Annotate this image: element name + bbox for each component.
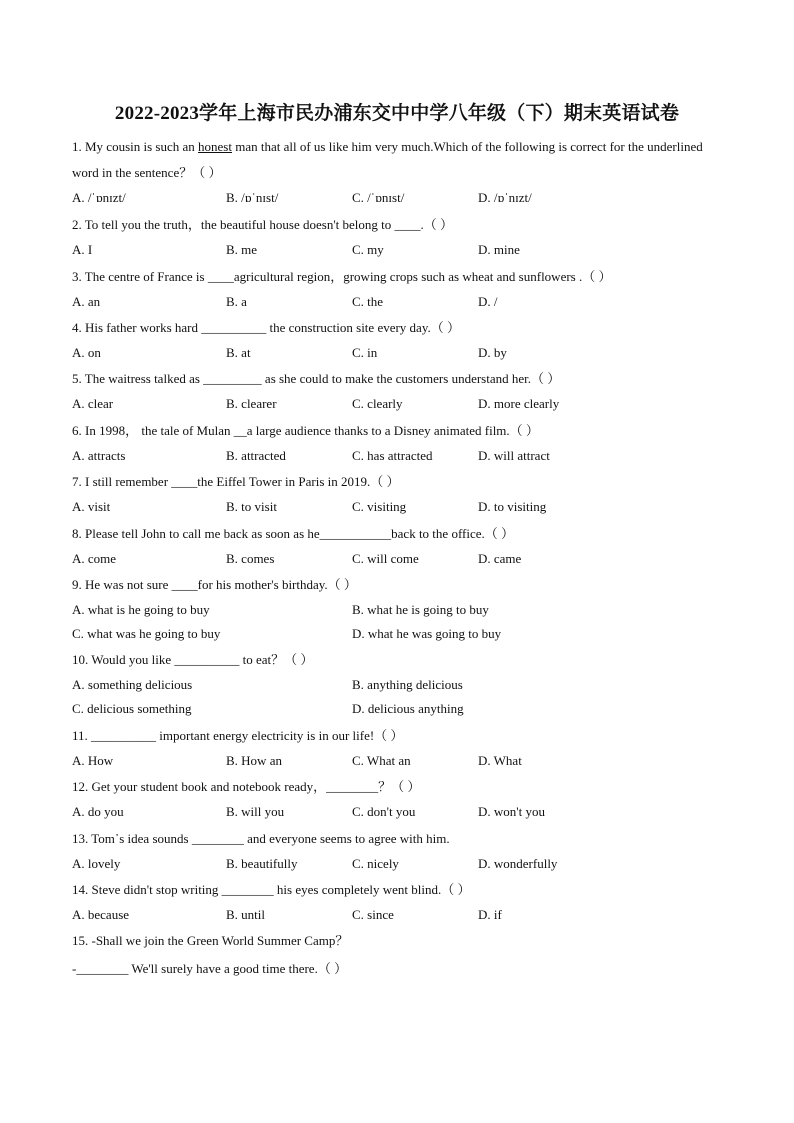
option-c: C. nicely — [352, 856, 399, 871]
options-row — [72, 749, 722, 773]
option-c: C. in — [352, 345, 378, 360]
question-13 — [72, 826, 722, 876]
question-stem: 7. I still remember ____the Eiffel Tower in Paris in 2019.（ ） — [72, 474, 400, 489]
stem-text: man that all of us like him very much.Which of the following is correct for the underlined word in the sentence？（ ） — [72, 139, 703, 180]
question-6 — [72, 418, 722, 468]
question-stem: 12. Get your student book and notebook ready，________？（ ） — [72, 779, 421, 794]
question-4 — [72, 315, 722, 365]
option-a: A. come — [72, 551, 117, 566]
option-d: D. will attract — [478, 448, 550, 463]
option-b: B. attracted — [226, 448, 286, 463]
question-stem: 8. Please tell John to call me back as soon as he___________back to the office.（ ） — [72, 526, 515, 541]
options-row — [72, 238, 722, 262]
option-b: B. will you — [226, 804, 285, 819]
options-grid — [72, 598, 722, 646]
question-12 — [72, 774, 722, 824]
question-2 — [72, 212, 722, 262]
question-stem: 3. The centre of France is ____agricultural region，growing crops such as wheat and sunflowers .（ ） — [72, 269, 612, 284]
options-row — [72, 903, 722, 927]
question-stem: 14. Steve didn't stop writing ________ his eyes completely went blind.（ ） — [72, 882, 471, 897]
option-b: B. beautifully — [226, 856, 298, 871]
option-c: C. don't you — [352, 804, 416, 819]
question-15 — [72, 928, 722, 982]
option-a: A. I — [72, 242, 93, 257]
option-c: C. has attracted — [352, 448, 433, 463]
question-3 — [72, 264, 722, 314]
question-14 — [72, 877, 722, 927]
question-8 — [72, 521, 722, 571]
stem-text: 1. My cousin is such an — [72, 139, 199, 154]
option-a: A. clear — [72, 396, 114, 411]
option-d: D. mine — [478, 242, 520, 257]
question-11 — [72, 723, 722, 773]
options-row — [72, 852, 722, 876]
option-c: C. the — [352, 294, 384, 309]
option-a: A. do you — [72, 804, 124, 819]
options-row — [72, 444, 722, 468]
option-c: C. what was he going to buy — [72, 626, 221, 641]
option-d: D. what he was going to buy — [352, 626, 502, 641]
question-stem: 2. To tell you the truth，the beautiful house doesn't belong to ____.（ ） — [72, 217, 454, 232]
option-b: B. a — [226, 294, 247, 309]
option-a: A. lovely — [72, 856, 121, 871]
option-d: D. / — [478, 294, 498, 309]
option-a: A. /ˈɒnɪzt/ — [72, 190, 126, 205]
option-d: D. came — [478, 551, 522, 566]
option-b: B. what he is going to buy — [352, 602, 489, 617]
option-c: C. my — [352, 242, 384, 257]
question-stem: 4. His father works hard __________ the construction site every day.（ ） — [72, 320, 460, 335]
option-a: A. because — [72, 907, 130, 922]
underlined-word: honest — [198, 139, 232, 154]
option-a: A. what is he going to buy — [72, 602, 210, 617]
option-d: D. by — [478, 345, 507, 360]
option-d: D. to visiting — [478, 499, 547, 514]
question-7 — [72, 469, 722, 519]
option-a: A. attracts — [72, 448, 126, 463]
question-stem: 5. The waitress talked as _________ as she could to make the customers understand her.（ ） — [72, 371, 561, 386]
options-row — [72, 341, 722, 365]
options-row — [72, 392, 722, 416]
option-a: A. an — [72, 294, 101, 309]
question-stem: 9. He was not sure ____for his mother's birthday.（ ） — [72, 577, 357, 592]
question-stem: 11. __________ important energy electricity is in our life!（ ） — [72, 728, 404, 743]
question-5 — [72, 366, 722, 416]
option-a: A. something delicious — [72, 677, 193, 692]
option-c: C. What an — [352, 753, 411, 768]
option-b: B. comes — [226, 551, 275, 566]
question-stem-reply: -________ We'll surely have a good time there.（ ） — [72, 961, 348, 976]
option-a: A. on — [72, 345, 101, 360]
option-a: A. visit — [72, 499, 111, 514]
option-d: D. won't you — [478, 804, 545, 819]
question-stem: 10. Would you like __________ to eat？（ ） — [72, 652, 314, 667]
question-stem: 6. In 1998， the tale of Mulan __a large audience thanks to a Disney animated film.（ ） — [72, 423, 539, 438]
option-c: C. visiting — [352, 499, 407, 514]
option-c: C. since — [352, 907, 394, 922]
options-row — [72, 186, 722, 210]
page-title: 2022-2023学年上海市民办浦东交中中学八年级（下）期末英语试卷 — [114, 103, 680, 124]
options-row — [72, 547, 722, 571]
option-b: B. until — [226, 907, 266, 922]
question-1 — [72, 134, 722, 210]
options-row — [72, 290, 722, 314]
option-b: B. anything delicious — [352, 677, 463, 692]
options-grid — [72, 673, 722, 721]
question-stem: 13. Tom᾿s idea sounds ________ and everyone seems to agree with him. — [72, 831, 450, 846]
option-c: C. /ˈɒnɪst/ — [352, 190, 405, 205]
option-b: B. at — [226, 345, 251, 360]
options-row — [72, 800, 722, 824]
option-b: B. How an — [226, 753, 282, 768]
option-b: B. me — [226, 242, 258, 257]
option-d: D. wonderfully — [478, 856, 558, 871]
option-d: D. What — [478, 753, 522, 768]
option-b: B. clearer — [226, 396, 277, 411]
option-c: C. will come — [352, 551, 419, 566]
option-d: D. if — [478, 907, 502, 922]
question-9 — [72, 572, 722, 646]
option-c: C. delicious something — [72, 701, 192, 716]
option-c: C. clearly — [352, 396, 403, 411]
options-row — [72, 495, 722, 519]
option-d: D. /ɒˈnɪzt/ — [478, 190, 532, 205]
question-stem — [72, 134, 722, 186]
option-a: A. How — [72, 753, 114, 768]
option-d: D. delicious anything — [352, 701, 464, 716]
option-b: B. /ɒˈnɪst/ — [226, 190, 279, 205]
option-d: D. more clearly — [478, 396, 560, 411]
question-10 — [72, 647, 722, 721]
question-stem: 15. -Shall we join the Green World Summer Camp？ — [72, 933, 349, 948]
option-b: B. to visit — [226, 499, 277, 514]
